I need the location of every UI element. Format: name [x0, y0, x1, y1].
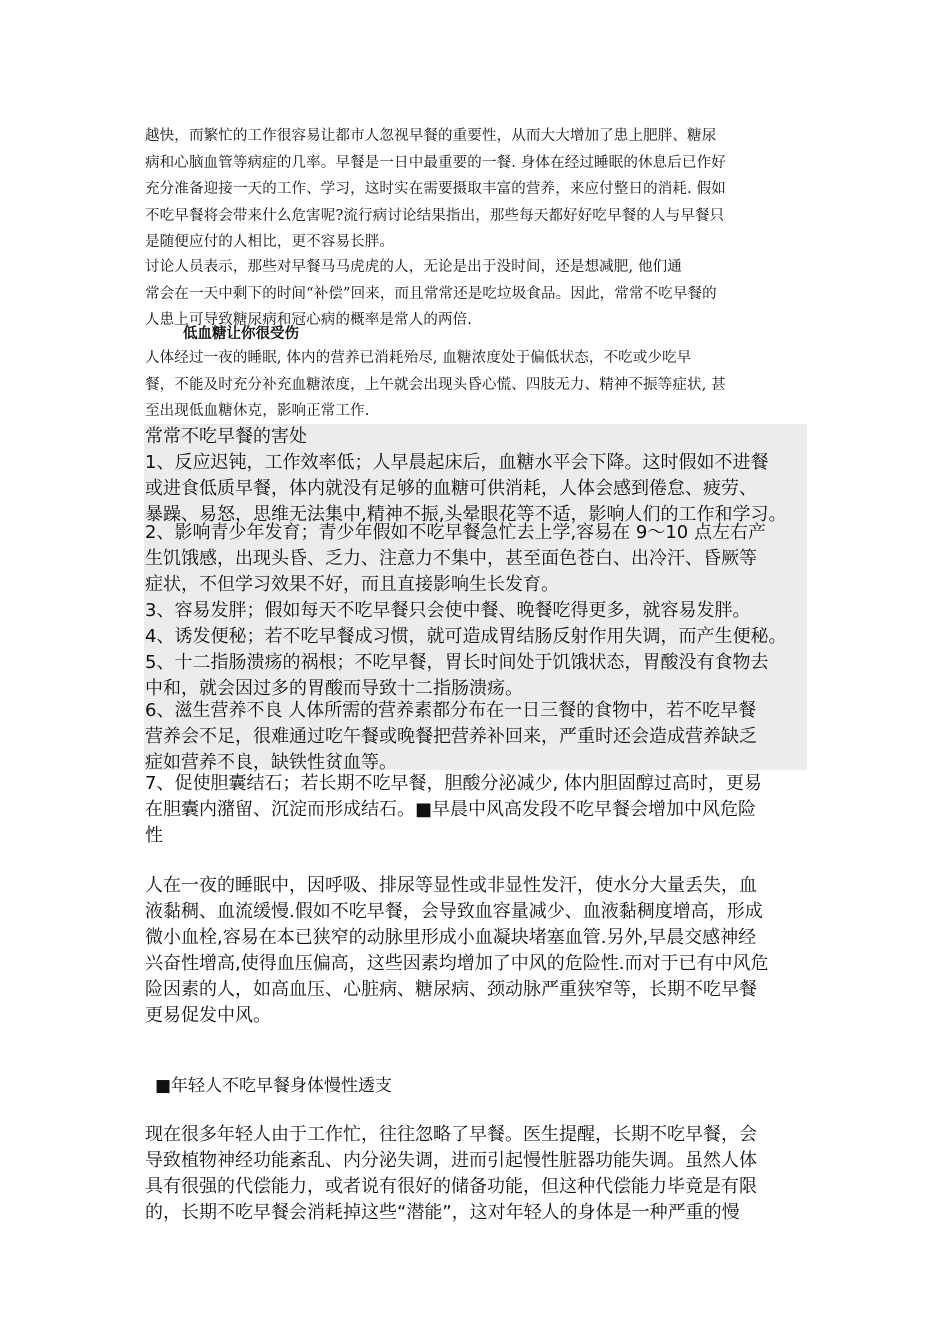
- paragraph-young-people: 现在很多年轻人由于工作忙，往往忽略了早餐。医生提醒，长期不吃早餐，会 导致植物神经功能紊乱、内分泌失调，进而引起慢性脏器功能失调。虽然人体 具有很强的代偿能力，或者说有很好的储备功能，但这种代偿能力毕竟是有限 的，长期不吃早餐会消耗掉这些“潜能”，这对年轻人的身体是一种严重的慢: [145, 1124, 757, 1223]
- paragraph-low-blood-sugar: 人体经过一夜的睡眠, 体内的营养已消耗殆尽, 血糖浓度处于偏低状态，不吃或少吃早 餐，不能及时充分补充血糖浓度，上午就会出现头昏心慌、四肢无力、精神不振等症状, 甚 至出现低血糖休克，影响正常工作.: [145, 350, 726, 419]
- paragraph-stroke: 人在一夜的睡眠中，因呼吸、排尿等显性或非显性发汗，使水分大量丢失，血 液黏稠、血流缓慢.假如不吃早餐，会导致血容量减少、血液黏稠度增高，形成 微小血栓,容易在本已狭窄的动脉里形成小血凝块堵塞血管.另外,早晨交感神经 兴奋性增高,使得血压偏高，这些因素均增加了中风的危险性.而对于已有中风危 险因素的人，如高血压、心脏病、糖尿病、颈动脉严重狭窄等，长期不吃早餐 更易促发中风。: [145, 875, 769, 1026]
- paragraph-intro: 越快，而繁忙的工作很容易让都市人忽视早餐的重要性，从而大大增加了患上肥胖、糖尿 病和心脑血管等病症的几率。早餐是一日中最重要的一餐. 身体在经过睡眠的休息后已作好 充分准备迎接一天的工作、学习，这时实在需要摄取丰富的营养，来应付整日的消耗. 假如 不吃早餐将会带来什么危害呢?流行病讨论结果指出，那些每天都好好吃早餐的人与早餐只 是随便应付的人相比，更不容易长胖。: [145, 128, 726, 250]
- harm-item-6: 6、滋生营养不良 人体所需的营养素都分布在一日三餐的食物中，若不吃早餐 营养会不足，很难通过吃午餐或晚餐把营养补回来，严重时还会造成营养缺乏 症如营养不良，缺铁性贫血等。: [145, 700, 757, 773]
- harm-item-3: 3、容易发胖；假如每天不吃早餐只会使中餐、晚餐吃得更多，就容易发胖。: [145, 600, 751, 621]
- harm-item-5: 5、十二指肠溃疡的祸根；不吃早餐，胃长时间处于饥饿状态，胃酸没有食物去 中和，就会因过多的胃酸而导致十二指肠溃疡。: [145, 652, 769, 699]
- harm-item-7: 7、促使胆囊结石；若长期不吃早餐，胆酸分泌减少, 体内胆固醇过高时，更易 在胆囊内潴留、沉淀而形成结石。■早晨中风高发段不吃早餐会增加中风危险 性: [145, 773, 762, 846]
- harms-title: 常常不吃早餐的害处: [145, 426, 307, 447]
- heading-young-people: ■年轻人不吃早餐身体慢性透支: [155, 1076, 393, 1096]
- harm-item-1: 1、反应迟钝，工作效率低；人早晨起床后，血糖水平会下降。这时假如不进餐 或进食低质早餐，体内就没有足够的血糖可供消耗，人体会感到倦怠、疲劳、 暴躁、易怒，思维无法集中,精神不振,头晕眼花等不适，影响人们的工作和学习。: [145, 452, 787, 525]
- paragraph-researchers: 讨论人员表示，那些对早餐马马虎虎的人，无论是出于没时间，还是想减肥, 他们通 常会在一天中剩下的时间“补偿”回来，而且常常还是吃垃圾食品。因此，常常不吃早餐的 人患上可导致糖尿病和冠心病的概率是常人的两倍.: [145, 259, 717, 328]
- harm-item-2: 2、影响青少年发育；青少年假如不吃早餐急忙去上学,容易在 9～10 点左右产 生饥饿感，出现头昏、乏力、注意力不集中，甚至面色苍白、出冷汗、昏厥等 症状，不但学习效果不好，而且直接影响生长发育。: [145, 522, 766, 595]
- heading-low-blood-sugar: 低血糖让你很受伤: [183, 326, 299, 342]
- harm-item-4: 4、诱发便秘；若不吃早餐成习惯，就可造成胃结肠反射作用失调，而产生便秘。: [145, 626, 787, 647]
